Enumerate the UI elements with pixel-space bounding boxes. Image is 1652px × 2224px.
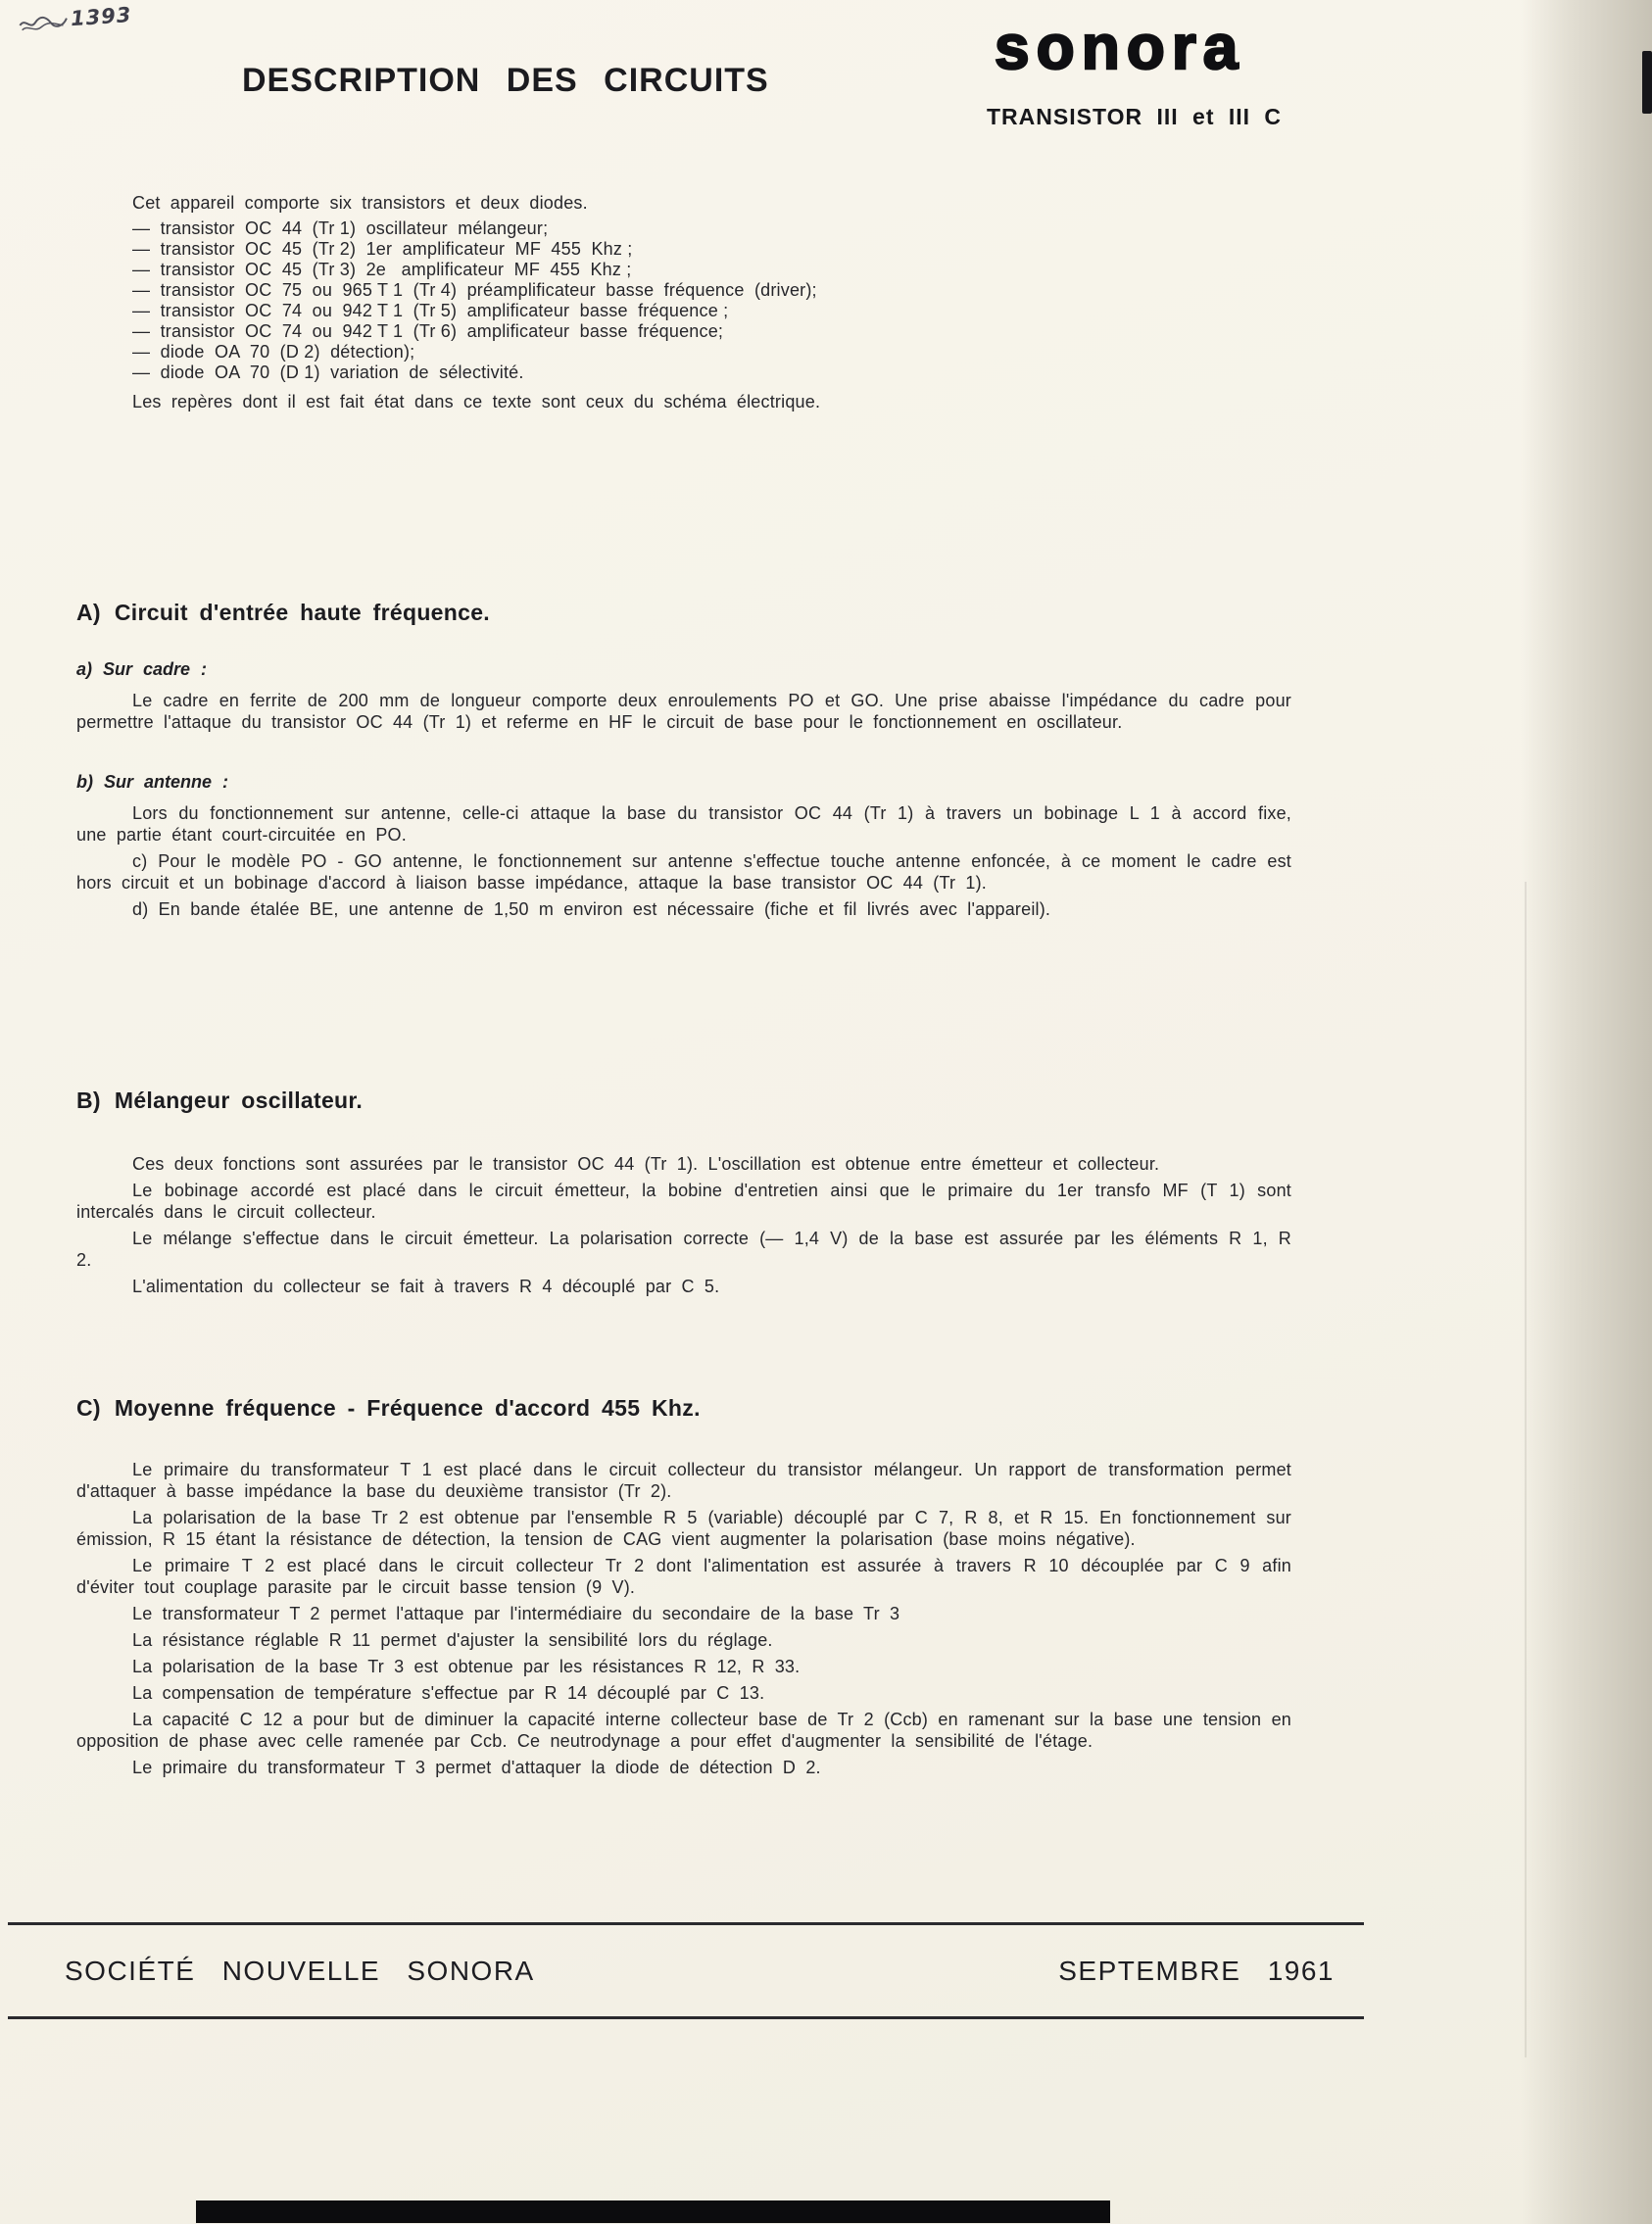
- paragraph: Ces deux fonctions sont assurées par le transistor OC 44 (Tr 1). L'oscillation est obtenue entre émetteur et collecteur.: [132, 1154, 1160, 1174]
- paragraph: La résistance réglable R 11 permet d'ajuster la sensibilité lors du réglage.: [132, 1630, 773, 1650]
- paragraph: Le primaire T 2 est placé dans le circuit collecteur Tr 2 dont l'alimentation est assurée à travers R 10 découplée par C 9 afin d'éviter tout couplage parasite par le circuit basse tension (9 V).: [76, 1556, 1291, 1597]
- paragraph: Lors du fonctionnement sur antenne, celle-ci attaque la base du transistor OC 44 (Tr 1) à travers un bobinage L 1 à accord fixe, une partie étant court-circuitée en PO.: [76, 803, 1291, 845]
- section-a-title: Circuit d'entrée haute fréquence.: [114, 600, 490, 625]
- paragraph: L'alimentation du collecteur se fait à travers R 4 découplé par C 5.: [132, 1277, 720, 1296]
- list-item: — transistor OC 45 (Tr 2) 1er amplificateur MF 455 Khz ;: [132, 239, 633, 259]
- section-b-title: Mélangeur oscillateur.: [114, 1088, 364, 1113]
- paragraph: Le bobinage accordé est placé dans le circuit émetteur, la bobine d'entretien ainsi que le primaire du 1er transfo MF (T 1) sont intercalés dans le circuit collecteur.: [76, 1181, 1291, 1222]
- section-c-heading: [76, 1395, 1291, 1422]
- list-item: — transistor OC 44 (Tr 1) oscillateur mélangeur;: [132, 218, 549, 238]
- page-footer: [8, 1922, 1364, 2019]
- handwritten-number-text: 1393: [70, 2, 133, 31]
- paragraph: La polarisation de la base Tr 3 est obtenue par les résistances R 12, R 33.: [132, 1657, 801, 1676]
- paragraph: Le primaire du transformateur T 3 permet d'attaquer la diode de détection D 2.: [132, 1758, 821, 1777]
- scan-corner-artifact: [1642, 51, 1652, 114]
- section-c-label: C): [76, 1395, 101, 1421]
- brand-logo: sonora: [995, 12, 1245, 82]
- list-item: — diode OA 70 (D 1) variation de sélectivité.: [132, 363, 524, 382]
- subsection-b-heading: b) Sur antenne :: [76, 772, 229, 792]
- paragraph: Le cadre en ferrite de 200 mm de longueur comporte deux enroulements PO et GO. Une prise abaisse l'impédance du cadre pour permettre l'attaque du transistor OC 44 (Tr 1) et referme en HF le circuit de base pour le fonctionnement en oscillateur.: [76, 691, 1291, 732]
- handwritten-page-number: [17, 2, 132, 35]
- list-item: — transistor OC 75 ou 965 T 1 (Tr 4) préamplificateur basse fréquence (driver);: [132, 280, 817, 300]
- intro-lead: Cet appareil comporte six transistors et deux diodes.: [132, 193, 588, 213]
- section-b-heading: [76, 1088, 1291, 1114]
- paragraph: Le transformateur T 2 permet l'attaque par l'intermédiaire du secondaire de la base Tr 3: [132, 1604, 900, 1623]
- list-item: — transistor OC 45 (Tr 3) 2e amplificateur MF 455 Khz ;: [132, 260, 632, 279]
- footer-date: SEPTEMBRE 1961: [1058, 1955, 1335, 1986]
- paragraph: Le primaire du transformateur T 1 est placé dans le circuit collecteur du transistor mélangeur. Un rapport de transformation permet d'attaquer à basse impédance la base du deuxième transistor (Tr 2).: [76, 1460, 1291, 1501]
- list-item: — transistor OC 74 ou 942 T 1 (Tr 6) amplificateur basse fréquence;: [132, 321, 724, 341]
- model-subtitle: TRANSISTOR III et III C: [987, 104, 1283, 129]
- intro-note: Les repères dont il est fait état dans ce texte sont ceux du schéma électrique.: [132, 392, 821, 411]
- section-c-title: Moyenne fréquence - Fréquence d'accord 455 Khz.: [114, 1395, 701, 1421]
- intro-section: [76, 192, 1291, 417]
- paragraph: Le mélange s'effectue dans le circuit émetteur. La polarisation correcte (— 1,4 V) de la base est assurée par les éléments R 1, R 2.: [76, 1229, 1291, 1270]
- transistor-list: [132, 218, 1291, 383]
- section-c: [76, 1395, 1291, 1783]
- footer-company: SOCIÉTÉ NOUVELLE SONORA: [65, 1955, 535, 1986]
- section-a-label: A): [76, 600, 101, 625]
- section-a: [76, 600, 1291, 925]
- section-b-label: B): [76, 1088, 101, 1113]
- section-a-heading: [76, 600, 1291, 626]
- scan-edge-shadow: [1521, 0, 1652, 2224]
- subsection-a-heading: a) Sur cadre :: [76, 659, 208, 679]
- paragraph: d) En bande étalée BE, une antenne de 1,50 m environ est nécessaire (fiche et fil livrés avec l'appareil).: [132, 899, 1051, 919]
- document-title: DESCRIPTION DES CIRCUITS: [242, 62, 769, 99]
- section-b: [76, 1088, 1291, 1302]
- page-edge-line: [1525, 882, 1527, 2057]
- paragraph: La polarisation de la base Tr 2 est obtenue par l'ensemble R 5 (variable) découplé par C 7, R 8, et R 15. En fonctionnement sur émission, R 15 étant la résistance de détection, la tension de CAG vient augmenter la polarisation (base moins négative).: [76, 1508, 1291, 1549]
- list-item: — transistor OC 74 ou 942 T 1 (Tr 5) amplificateur basse fréquence ;: [132, 301, 729, 320]
- list-item: — diode OA 70 (D 2) détection);: [132, 342, 415, 362]
- paragraph: La capacité C 12 a pour but de diminuer la capacité interne collecteur base de Tr 2 (Ccb) en ramenant sur la base une tension en opposition de phase avec celle ramenée par Ccb. Ce neutrodynage a pour effet d'augmenter la sensibilité de l'étage.: [76, 1710, 1291, 1751]
- scan-bottom-bar-artifact: [196, 2200, 1110, 2223]
- pencil-scribble-icon: [17, 6, 70, 35]
- paragraph: c) Pour le modèle PO - GO antenne, le fonctionnement sur antenne s'effectue touche antenne enfoncée, à ce moment le cadre est hors circuit et un bobinage d'accord à liaison basse impédance, attaque la base transistor OC 44 (Tr 1).: [76, 851, 1291, 893]
- paragraph: La compensation de température s'effectue par R 14 découplé par C 13.: [132, 1683, 765, 1703]
